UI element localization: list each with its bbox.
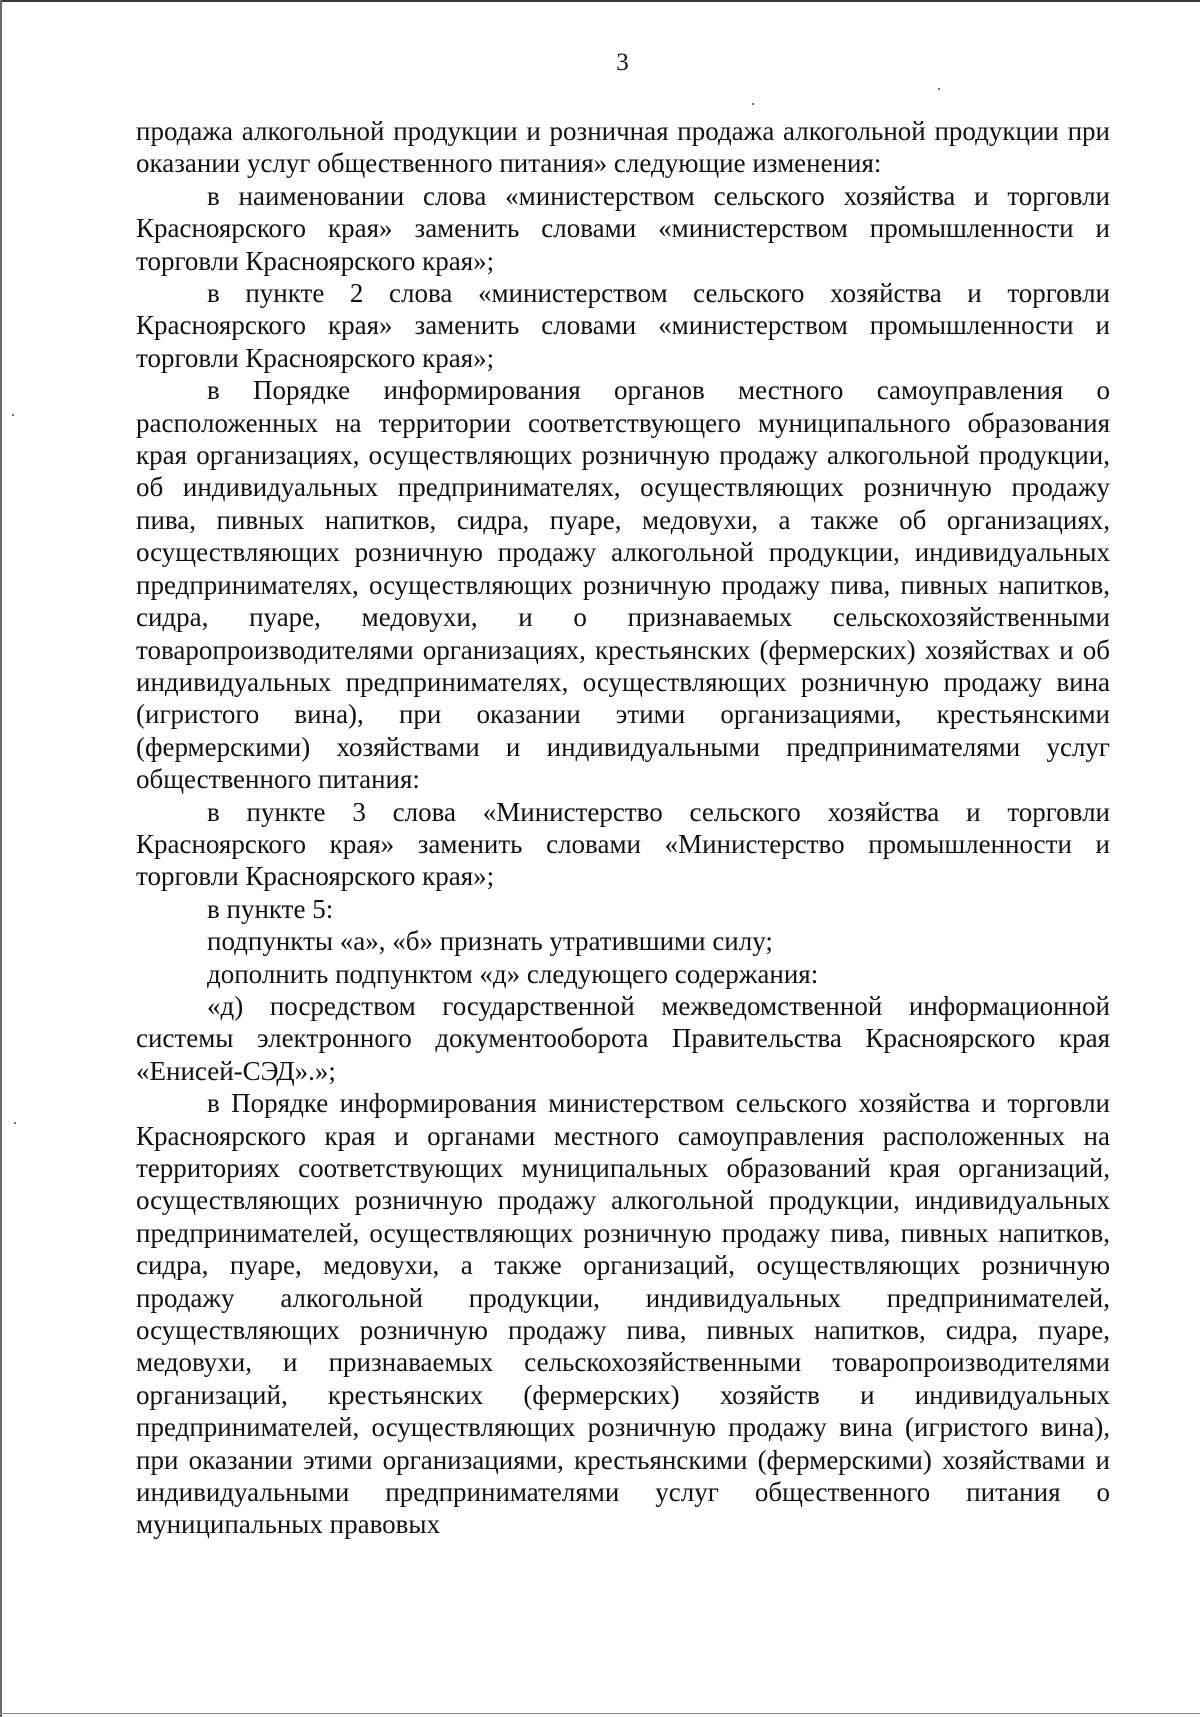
paragraph-1: продажа алкогольной продукции и розничная продажа алкогольной продукции при оказании услуг общественного питания» следующие изменения: (136, 116, 1110, 179)
scan-speck (752, 103, 754, 105)
paragraph-8: дополнить подпунктом «д» следующего содержания: (207, 958, 819, 989)
paragraph-6: в пункте 5: (207, 893, 334, 924)
scan-edge-left (0, 0, 2, 1717)
scan-speck (12, 414, 14, 416)
paragraph-3: в пункте 2 слова «министерством сельского хозяйства и торговли Красноярского края» заменить словами «министерством промышленности и торговли Красноярского края»; (136, 278, 1110, 373)
paragraph-5: в пункте 3 слова «Министерство сельского хозяйства и торговли Красноярского края» заменить словами «Министерство промышленности и торговли Красноярского края»; (136, 796, 1110, 892)
paragraph-9: «д) посредством государственной межведомственной информационной системы электронного документооборота Правительства Красноярского края «Енисей-СЭД».»; (136, 990, 1110, 1086)
document-body (136, 115, 1110, 1541)
scan-edge-bottom (0, 1713, 1200, 1714)
page-number: 3 (616, 49, 629, 76)
paragraph-10: в Порядке информирования министерством сельского хозяйства и торговли Красноярского края и органами местного самоуправления расположенных на территориях соответствующих муниципальных образований края организаций, осуществляющих розничную продажу алкогольной продукции, индивидуальных предпринимателей, осуществляющих розничную продажу пива, пивных напитков, сидра, пуаре, медовухи, а также организаций, осуществляющих розничную продажу алкогольной продукции, индивидуальных предпринимателей, осуществляющих розничную продажу пива, пивных напитков, сидра, пуаре, медовухи, и признаваемых сельскохозяйственными товаропроизводителями организаций, крестьянских (фермерских) хозяйств и индивидуальных предпринимателей, осуществляющих розничную продажу вина (игристого вина), при оказании этими организациями, крестьянскими (фермерскими) хозяйствами и индивидуальными предпринимателями услуг общественного питания о муниципальных правовых (136, 1088, 1110, 1540)
paragraph-7: подпункты «а», «б» признать утратившими силу; (207, 926, 773, 957)
paragraph-4: в Порядке информирования органов местного самоуправления о расположенных на территории соответствующего муниципального образования края организациях, осуществляющих розничную продажу алкогольной продукции, об индивидуальных предпринимателях, осуществляющих розничную продажу пива, пивных напитков, сидра, пуаре, медовухи, а также об организациях, осуществляющих розничную продажу алкогольной продукции, индивидуальных предпринимателях, осуществляющих розничную продажу пива, пивных напитков, сидра, пуаре, медовухи, и о признаваемых сельскохозяйственными товаропроизводителями организациях, крестьянских (фермерских) хозяйствах и об индивидуальных предпринимателях, осуществляющих розничную продажу вина (игристого вина), при оказании этими организациями, крестьянскими (фермерскими) хозяйствами и индивидуальными предпринимателями услуг общественного питания: (136, 375, 1110, 795)
scan-edge-top (0, 0, 1200, 2)
scan-speck (14, 1122, 16, 1124)
paragraph-2: в наименовании слова «министерством сельского хозяйства и торговли Красноярского края» заменить словами «министерством промышленности и торговли Красноярского края»; (136, 180, 1110, 276)
scan-speck (938, 88, 940, 90)
